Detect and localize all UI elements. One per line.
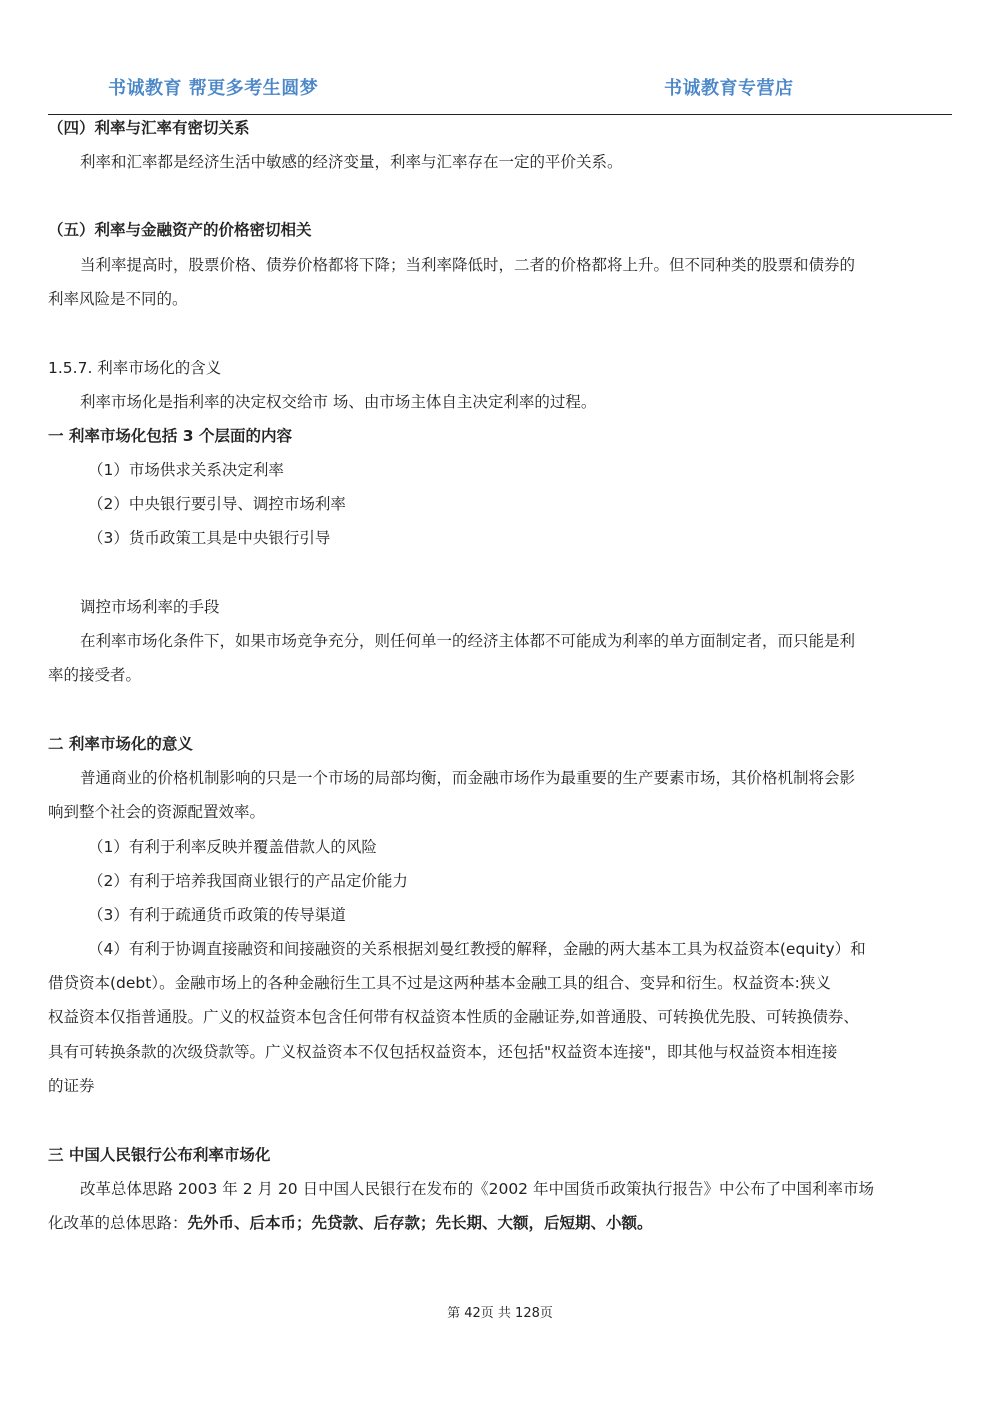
section-1-5-7-title: 1.5.7. 利率市场化的含义 — [48, 359, 222, 377]
heading-two-item-2: （2）有利于培养我国商业银行的产品定价能力 — [88, 872, 408, 890]
page-header — [48, 66, 952, 115]
heading-two-item-3: （3）有利于疏通货币政策的传导渠道 — [88, 906, 346, 924]
heading-one-paragraph-line-1: 在利率市场化条件下，如果市场竞争充分，则任何单一的经济主体都不可能成为利率的单方面制定者，而只能是利 — [80, 632, 856, 650]
heading-three-title: 三 中国人民银行公布利率市场化 — [48, 1146, 271, 1164]
section-5-paragraph-line-1: 当利率提高时，股票价格、债券价格都将下降；当利率降低时，二者的价格都将上升。但不同种类的股票和债券的 — [80, 256, 856, 274]
heading-three-paragraph-line-1: 改革总体思路 2003 年 2 月 20 日中国人民银行在发布的《2002 年中国货币政策执行报告》中公布了中国利率市场 — [80, 1180, 874, 1198]
heading-two-paragraph-line-2: 响到整个社会的资源配置效率。 — [48, 803, 266, 821]
heading-two-paragraph-line-1: 普通商业的价格机制影响的只是一个市场的局部均衡，而金融市场作为最重要的生产要素市场，其价格机制将会影 — [80, 769, 856, 787]
heading-three-paragraph-bold: 先外币、后本币；先贷款、后存款；先长期、大额，后短期、小额。 — [187, 1214, 653, 1232]
heading-three-paragraph-plain: 化改革的总体思路： — [48, 1214, 188, 1232]
heading-two-title: 二 利率市场化的意义 — [48, 735, 193, 753]
heading-one-title: 一 利率市场化包括 3 个层面的内容 — [48, 427, 292, 445]
section-4-title: （四）利率与汇率有密切关系 — [48, 119, 250, 137]
heading-one-paragraph-line-2: 率的接受者。 — [48, 666, 142, 684]
heading-two-item-4-line-3: 权益资本仅指普通股。广义的权益资本包含任何带有权益资本性质的金融证券,如普通股、可转换优先股、可转换债券、 — [48, 1008, 859, 1026]
heading-one-item-3: （3）货币政策工具是中央银行引导 — [88, 529, 331, 547]
header-slogan: 书诚教育 帮更多考生圆梦 — [108, 78, 319, 99]
header-store-name: 书诚教育专营店 — [664, 78, 794, 99]
heading-one-item-2: （2）中央银行要引导、调控市场利率 — [88, 495, 346, 513]
heading-two-item-4-line-4: 具有可转换条款的次级贷款等。广义权益资本不仅包括权益资本，还包括"权益资本连接"，即其他与权益资本相连接 — [48, 1043, 838, 1061]
page-number: 第 42页 共 128页 — [447, 1306, 553, 1321]
heading-two-item-4-line-1: （4）有利于协调直接融资和间接融资的关系根据刘曼红教授的解释，金融的两大基本工具为权益资本(equity）和 — [88, 940, 866, 958]
section-1-5-7-paragraph: 利率市场化是指利率的决定权交给市 场、由市场主体自主决定利率的过程。 — [80, 393, 597, 411]
heading-three-paragraph-line-2 — [48, 1213, 952, 1233]
section-4-paragraph: 利率和汇率都是经济生活中敏感的经济变量，利率与汇率存在一定的平价关系。 — [80, 153, 623, 171]
heading-one-means: 调控市场利率的手段 — [80, 598, 220, 616]
heading-two-item-4-line-2: 借贷资本(debt）。金融市场上的各种金融衍生工具不过是这两种基本金融工具的组合、变异和衍生。权益资本:狭义 — [48, 974, 831, 992]
heading-one-item-1: （1）市场供求关系决定利率 — [88, 461, 284, 479]
heading-two-item-1: （1）有利于利率反映并覆盖借款人的风险 — [88, 838, 377, 856]
heading-two-item-4-line-5: 的证券 — [48, 1077, 95, 1095]
section-5-paragraph-line-2: 利率风险是不同的。 — [48, 290, 188, 308]
section-5-title: （五）利率与金融资产的价格密切相关 — [48, 221, 312, 239]
